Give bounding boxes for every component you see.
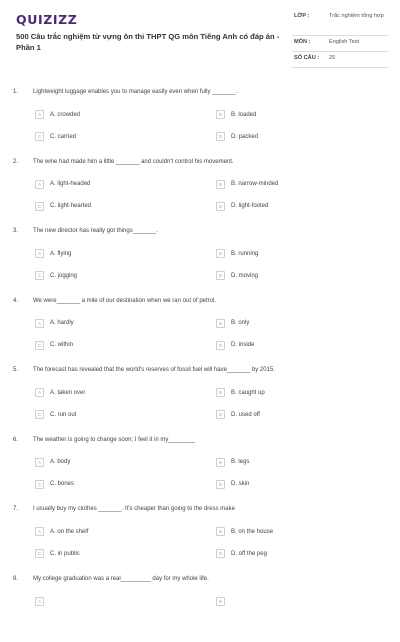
answer-option-c[interactable]: [35, 270, 77, 281]
option-text: C. run out: [50, 412, 76, 418]
question-number: 4.: [13, 298, 18, 304]
option-text: B. narrow-minded: [231, 181, 278, 187]
option-text: C. light-hearted: [50, 203, 91, 209]
answer-option-d[interactable]: [216, 548, 267, 559]
question-text: The weather is going to change soon; I feel it in my________: [33, 437, 373, 443]
option-text: D. packed: [231, 134, 258, 140]
option-text: A. light-headed: [50, 181, 90, 187]
question-number: 1.: [13, 89, 18, 95]
answer-option-b[interactable]: [216, 596, 231, 607]
option-text: D. inside: [231, 342, 254, 348]
option-text: C. bones: [50, 481, 74, 487]
question-text: We were_______ a mile of our destination when we ran out of petrol.: [33, 298, 373, 304]
question-number: 3.: [13, 228, 18, 234]
meta-count-label: SỐ CÂU :: [294, 55, 319, 61]
meta-subject-row: [292, 36, 388, 52]
option-text: A. taken over: [50, 390, 85, 396]
question-text: I usually buy my clothes _______. It's cheaper than going to the dress make: [33, 506, 373, 512]
option-letter-box: C: [35, 480, 44, 489]
option-text: B. loaded: [231, 112, 256, 118]
option-letter-box: C: [35, 549, 44, 558]
question-item: [0, 86, 400, 156]
option-letter-box: D: [216, 202, 225, 211]
answer-option-b[interactable]: [216, 526, 273, 537]
worksheet-meta: [292, 10, 388, 68]
question-text: The forecast has revealed that the world's reserves of fossil fuel will have_______ by 2015.: [33, 367, 373, 373]
answer-option-b[interactable]: [216, 179, 278, 190]
option-letter-box: B: [216, 388, 225, 397]
option-letter-box: B: [216, 527, 225, 536]
question-number: 5.: [13, 367, 18, 373]
option-text: B. only: [231, 320, 249, 326]
option-text: D. off the peg: [231, 551, 267, 557]
answer-option-b[interactable]: [216, 457, 249, 468]
answer-option-c[interactable]: [35, 409, 76, 420]
answer-option-a[interactable]: [35, 526, 88, 537]
option-letter-box: A: [35, 110, 44, 119]
option-letter-box: B: [216, 110, 225, 119]
option-letter-box: D: [216, 410, 225, 419]
answer-option-a[interactable]: [35, 387, 85, 398]
option-text: C. within: [50, 342, 73, 348]
question-item: [0, 156, 400, 226]
question-item: [0, 503, 400, 573]
question-item: [0, 364, 400, 434]
meta-subject-value: English Test: [329, 39, 387, 47]
option-letter-box: C: [35, 410, 44, 419]
answer-option-d[interactable]: [216, 340, 254, 351]
option-letter-box: A: [35, 458, 44, 467]
question-list: [0, 86, 400, 642]
worksheet-header: [0, 0, 400, 78]
answer-option-b[interactable]: [216, 109, 256, 120]
option-letter-box: B: [216, 249, 225, 258]
option-text: B. on the house: [231, 529, 273, 535]
answer-option-c[interactable]: [35, 340, 73, 351]
option-text: D. used off: [231, 412, 260, 418]
meta-grade-row: [292, 10, 388, 36]
option-letter-box: C: [35, 202, 44, 211]
answer-option-d[interactable]: [216, 479, 249, 490]
meta-grade-value: Trắc nghiệm tổng hợp: [329, 13, 387, 21]
page-title: 500 Câu trắc nghiệm từ vựng ôn thi THPT QG môn Tiếng Anh có đáp án - Phần 1: [16, 31, 284, 53]
quizizz-logo: QUIZIZZ: [16, 12, 77, 27]
option-letter-box: C: [35, 341, 44, 350]
option-letter-box: C: [35, 271, 44, 280]
answer-option-d[interactable]: [216, 201, 268, 212]
option-letter-box: A: [35, 249, 44, 258]
option-text: A. on the shelf: [50, 529, 88, 535]
option-letter-box: C: [35, 132, 44, 141]
question-number: 6.: [13, 437, 18, 443]
option-letter-box: A: [35, 388, 44, 397]
answer-option-c[interactable]: [35, 548, 80, 559]
question-number: 2.: [13, 159, 18, 165]
meta-grade-label: LỚP :: [294, 13, 309, 19]
question-item: [0, 573, 400, 642]
question-text: Lightweight luggage enables you to manage easily even when fully _______.: [33, 89, 373, 95]
meta-subject-label: MÔN :: [294, 39, 310, 45]
option-text: B. legs: [231, 459, 249, 465]
option-text: B. running: [231, 251, 258, 257]
option-text: A. crowded: [50, 112, 80, 118]
option-letter-box: A: [35, 319, 44, 328]
answer-option-a[interactable]: [35, 596, 50, 607]
question-text: My college graduation was a real_________ day for my whole life.: [33, 576, 373, 582]
option-letter-box: A: [35, 180, 44, 189]
option-letter-box: D: [216, 341, 225, 350]
answer-option-a[interactable]: [35, 248, 71, 259]
answer-option-b[interactable]: [216, 318, 249, 329]
option-text: D. skin: [231, 481, 249, 487]
option-text: C. jogging: [50, 273, 77, 279]
option-letter-box: A: [35, 597, 44, 606]
answer-option-c[interactable]: [35, 479, 74, 490]
question-item: [0, 225, 400, 295]
answer-option-a[interactable]: [35, 457, 70, 468]
option-text: D. light-footed: [231, 203, 268, 209]
answer-option-b[interactable]: [216, 248, 258, 259]
question-text: The new director has really got things_______.: [33, 228, 373, 234]
option-letter-box: D: [216, 132, 225, 141]
option-letter-box: B: [216, 597, 225, 606]
answer-option-a[interactable]: [35, 179, 90, 190]
answer-option-d[interactable]: [216, 409, 260, 420]
option-text: C. carried: [50, 134, 76, 140]
option-text: A. flying: [50, 251, 71, 257]
answer-option-d[interactable]: [216, 131, 258, 142]
option-text: D. moving: [231, 273, 258, 279]
option-text: A. body: [50, 459, 70, 465]
option-text: B. caught up: [231, 390, 265, 396]
question-item: [0, 295, 400, 365]
answer-option-c[interactable]: [35, 201, 91, 212]
option-letter-box: B: [216, 458, 225, 467]
option-letter-box: A: [35, 527, 44, 536]
question-number: 7.: [13, 506, 18, 512]
option-text: A. hardly: [50, 320, 74, 326]
option-letter-box: B: [216, 319, 225, 328]
option-text: C. in public: [50, 551, 80, 557]
option-letter-box: D: [216, 480, 225, 489]
answer-option-d[interactable]: [216, 270, 258, 281]
answer-option-a[interactable]: [35, 109, 80, 120]
option-letter-box: B: [216, 180, 225, 189]
meta-count-value: 25: [329, 55, 387, 63]
option-letter-box: D: [216, 549, 225, 558]
meta-count-row: [292, 52, 388, 68]
answer-option-b[interactable]: [216, 387, 265, 398]
answer-option-a[interactable]: [35, 318, 74, 329]
question-item: [0, 434, 400, 504]
option-letter-box: D: [216, 271, 225, 280]
question-text: The wine had made him a little _______ and couldn't control his movement.: [33, 159, 373, 165]
question-number: 8.: [13, 576, 18, 582]
answer-option-c[interactable]: [35, 131, 76, 142]
